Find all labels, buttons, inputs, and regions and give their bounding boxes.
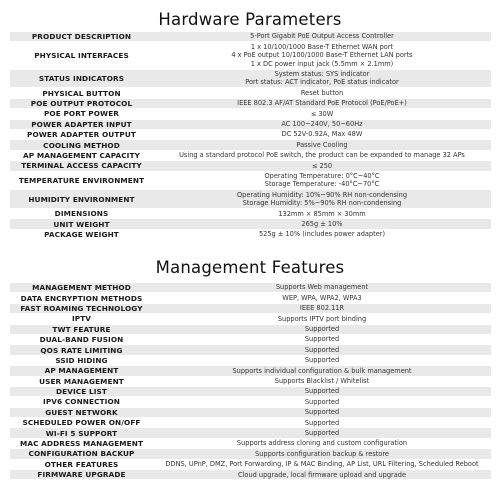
spec-value: [153, 120, 491, 129]
spec-value: [153, 130, 491, 139]
spec-value: [153, 209, 491, 218]
spec-row: [10, 428, 491, 437]
spec-value: [153, 161, 491, 170]
spec-value-line: Supported: [304, 408, 340, 417]
spec-value: [153, 335, 491, 344]
spec-label: MANAGEMENT METHOD: [10, 283, 153, 292]
spec-label: DATA ENCRYPTION METHODS: [10, 293, 153, 302]
management-features-table: [10, 282, 491, 480]
spec-row: [10, 325, 491, 334]
spec-label: PHYSICAL INTERFACES: [10, 42, 153, 68]
spec-value: [153, 325, 491, 334]
spec-value: [153, 230, 491, 239]
spec-row: [10, 408, 491, 417]
spec-value: [153, 314, 491, 323]
spec-row: [10, 387, 491, 396]
spec-value-line: Supports Web management: [275, 283, 369, 292]
spec-value-line: Supported: [304, 345, 340, 354]
spec-value-line: Supported: [304, 325, 340, 334]
spec-label: CONFIGURATION BACKUP: [10, 449, 153, 458]
spec-value: [153, 408, 491, 417]
spec-row: [10, 366, 491, 375]
spec-value-line: 1 x 10/100/1000 Base-T Ethernet WAN port: [250, 42, 394, 51]
spec-row: [10, 449, 491, 458]
spec-row: [10, 109, 491, 118]
spec-value-line: ≤ 30W: [310, 109, 334, 118]
spec-label: POWER ADAPTER INPUT: [10, 120, 153, 129]
spec-value: [153, 190, 491, 208]
spec-label: HUMIDITY ENVIRONMENT: [10, 190, 153, 208]
spec-value: [153, 88, 491, 97]
spec-value-line: IEEE 802.11R: [299, 304, 345, 313]
spec-value-line: Supported: [304, 335, 340, 344]
spec-value-line: 265g ± 10%: [301, 219, 343, 228]
spec-row: [10, 356, 491, 365]
spec-value-line: Using a standard protocol PoE switch, the product can be expanded to manage 32 APs: [179, 151, 465, 160]
spec-label: PACKAGE WEIGHT: [10, 230, 153, 239]
spec-row: [10, 314, 491, 323]
spec-value-line: WEP, WPA, WPA2, WPA3: [282, 293, 362, 302]
spec-value: [153, 418, 491, 427]
spec-row: [10, 283, 491, 292]
spec-value: [153, 70, 491, 88]
spec-value: [153, 293, 491, 302]
spec-value: [153, 439, 491, 448]
spec-value-line: Supports IPTV port binding: [277, 314, 367, 323]
spec-row: [10, 88, 491, 97]
spec-value: [153, 397, 491, 406]
spec-label: DIMENSIONS: [10, 209, 153, 218]
spec-row: [10, 130, 491, 139]
spec-value: [153, 366, 491, 375]
spec-label: FAST ROAMING TECHNOLOGY: [10, 304, 153, 313]
spec-row: [10, 140, 491, 149]
spec-value-line: 4 x PoE output 10/100/1000 Base-T Ethernet LAN ports: [231, 51, 413, 60]
spec-value: [153, 172, 491, 190]
spec-value: [153, 470, 491, 479]
management-features-title: Management Features: [155, 258, 345, 277]
spec-row: [10, 397, 491, 406]
spec-row: [10, 161, 491, 170]
spec-label: FIRMWARE UPGRADE: [10, 470, 153, 479]
spec-value-line: Reset button: [300, 88, 344, 97]
spec-label: PHYSICAL BUTTON: [10, 88, 153, 97]
spec-label: USER MANAGEMENT: [10, 377, 153, 386]
spec-label: UNIT WEIGHT: [10, 219, 153, 228]
spec-label: PRODUCT DESCRIPTION: [10, 32, 153, 41]
spec-label: AP MANAGEMENT CAPACITY: [10, 151, 153, 160]
spec-value: [153, 428, 491, 437]
spec-row: [10, 99, 491, 108]
spec-value: [153, 283, 491, 292]
spec-value-line: System status: SYS indicator: [274, 70, 370, 79]
spec-row: [10, 304, 491, 313]
spec-value: [153, 219, 491, 228]
spec-label: SSID HIDING: [10, 356, 153, 365]
spec-value-line: Supported: [304, 387, 340, 396]
spec-label: TEMPERATURE ENVIRONMENT: [10, 172, 153, 190]
spec-label: SCHEDULED POWER ON/OFF: [10, 418, 153, 427]
spec-value-line: Supports individual configuration & bulk management: [232, 366, 412, 375]
spec-label: WI-FI 5 SUPPORT: [10, 428, 153, 437]
spec-row: [10, 190, 491, 208]
spec-value-line: DC 52V-0.92A, Max 48W: [281, 130, 363, 139]
spec-value: [153, 460, 491, 469]
hardware-parameters-title: Hardware Parameters: [158, 10, 342, 29]
spec-value: [153, 377, 491, 386]
spec-value-line: Supports address cloning and custom configuration: [236, 439, 408, 448]
spec-row: [10, 70, 491, 88]
spec-row: [10, 470, 491, 479]
spec-row: [10, 120, 491, 129]
spec-row: [10, 151, 491, 160]
spec-row: [10, 230, 491, 239]
spec-label: AP MANAGEMENT: [10, 366, 153, 375]
spec-label: QOS RATE LIMITING: [10, 345, 153, 354]
spec-value: [153, 345, 491, 354]
spec-label: DEVICE LIST: [10, 387, 153, 396]
spec-row: [10, 460, 491, 469]
spec-label: POWER ADAPTER OUTPUT: [10, 130, 153, 139]
spec-value-line: 132mm × 85mm × 30mm: [278, 209, 366, 218]
spec-label: GUEST NETWORK: [10, 408, 153, 417]
spec-row: [10, 439, 491, 448]
spec-value: [153, 32, 491, 41]
spec-value: [153, 304, 491, 313]
spec-label: OTHER FEATURES: [10, 460, 153, 469]
spec-value-line: Storage Humidity: 5%~90% RH non-condensing: [242, 199, 402, 208]
spec-label: DUAL-BAND FUSION: [10, 335, 153, 344]
spec-row: [10, 42, 491, 68]
spec-label: IPTV: [10, 314, 153, 323]
spec-value-line: Operating Temperature: 0°C~40°C: [264, 171, 380, 180]
spec-value-line: Supported: [304, 356, 340, 365]
spec-value: [153, 109, 491, 118]
spec-value-line: IEEE 802.3 AF/AT Standard PoE Protocol (PoE/PoE+): [237, 99, 407, 108]
spec-label: STATUS INDICATORS: [10, 70, 153, 88]
spec-value: [153, 449, 491, 458]
spec-value-line: Storage Temperature: -40°C~70°C: [264, 180, 380, 189]
spec-value-line: Supported: [304, 418, 340, 427]
spec-value-line: 5-Port Gigabit PoE Output Access Controller: [250, 32, 394, 41]
spec-label: POE OUTPUT PROTOCOL: [10, 99, 153, 108]
spec-row: [10, 345, 491, 354]
spec-value: [153, 140, 491, 149]
spec-value-line: Supports Blacklist / Whitelist: [274, 377, 370, 385]
spec-label: IPV6 CONNECTION: [10, 397, 153, 406]
spec-label: POE PORT POWER: [10, 109, 153, 118]
spec-label: MAC ADDRESS MANAGEMENT: [10, 439, 153, 448]
spec-value: [153, 387, 491, 396]
spec-label: TERMINAL ACCESS CAPACITY: [10, 161, 153, 170]
spec-value-line: Supports configuration backup & restore: [255, 449, 389, 458]
spec-value: [153, 42, 491, 68]
spec-value-line: Port status: ACT indicator, PoE status indicator: [245, 78, 399, 87]
spec-row: [10, 377, 491, 386]
spec-row: [10, 293, 491, 302]
spec-row: [10, 32, 491, 41]
spec-label: TWT FEATURE: [10, 325, 153, 334]
spec-row: [10, 219, 491, 228]
spec-row: [10, 209, 491, 218]
hardware-parameters-table: [10, 31, 491, 240]
spec-value: [153, 356, 491, 365]
spec-row: [10, 418, 491, 427]
spec-value-line: Passive Cooling: [296, 140, 348, 149]
spec-value: [153, 99, 491, 108]
spec-value-line: DDNS, UPnP, DMZ, Port Forwarding, IP & MAC Binding, AP List, URL Filtering, Scheduled Reboot: [165, 460, 479, 469]
spec-value-line: Supported: [304, 397, 340, 406]
spec-value-line: Operating Humidity: 10%~90% RH non-condensing: [236, 190, 408, 199]
spec-value-line: 1 x DC power input jack (5.5mm × 2.1mm): [250, 59, 394, 68]
spec-value: [153, 151, 491, 160]
spec-row: [10, 172, 491, 190]
spec-label: COOLING METHOD: [10, 140, 153, 149]
spec-value-line: Supported: [304, 428, 340, 437]
spec-value-line: Cloud upgrade, local firmware upload and upgrade: [237, 470, 407, 479]
spec-value-line: ≤ 250: [311, 161, 333, 170]
spec-value-line: AC 100~240V, 50~60Hz: [281, 120, 363, 129]
spec-row: [10, 335, 491, 344]
spec-value-line: 525g ± 10% (includes power adapter): [258, 230, 386, 239]
